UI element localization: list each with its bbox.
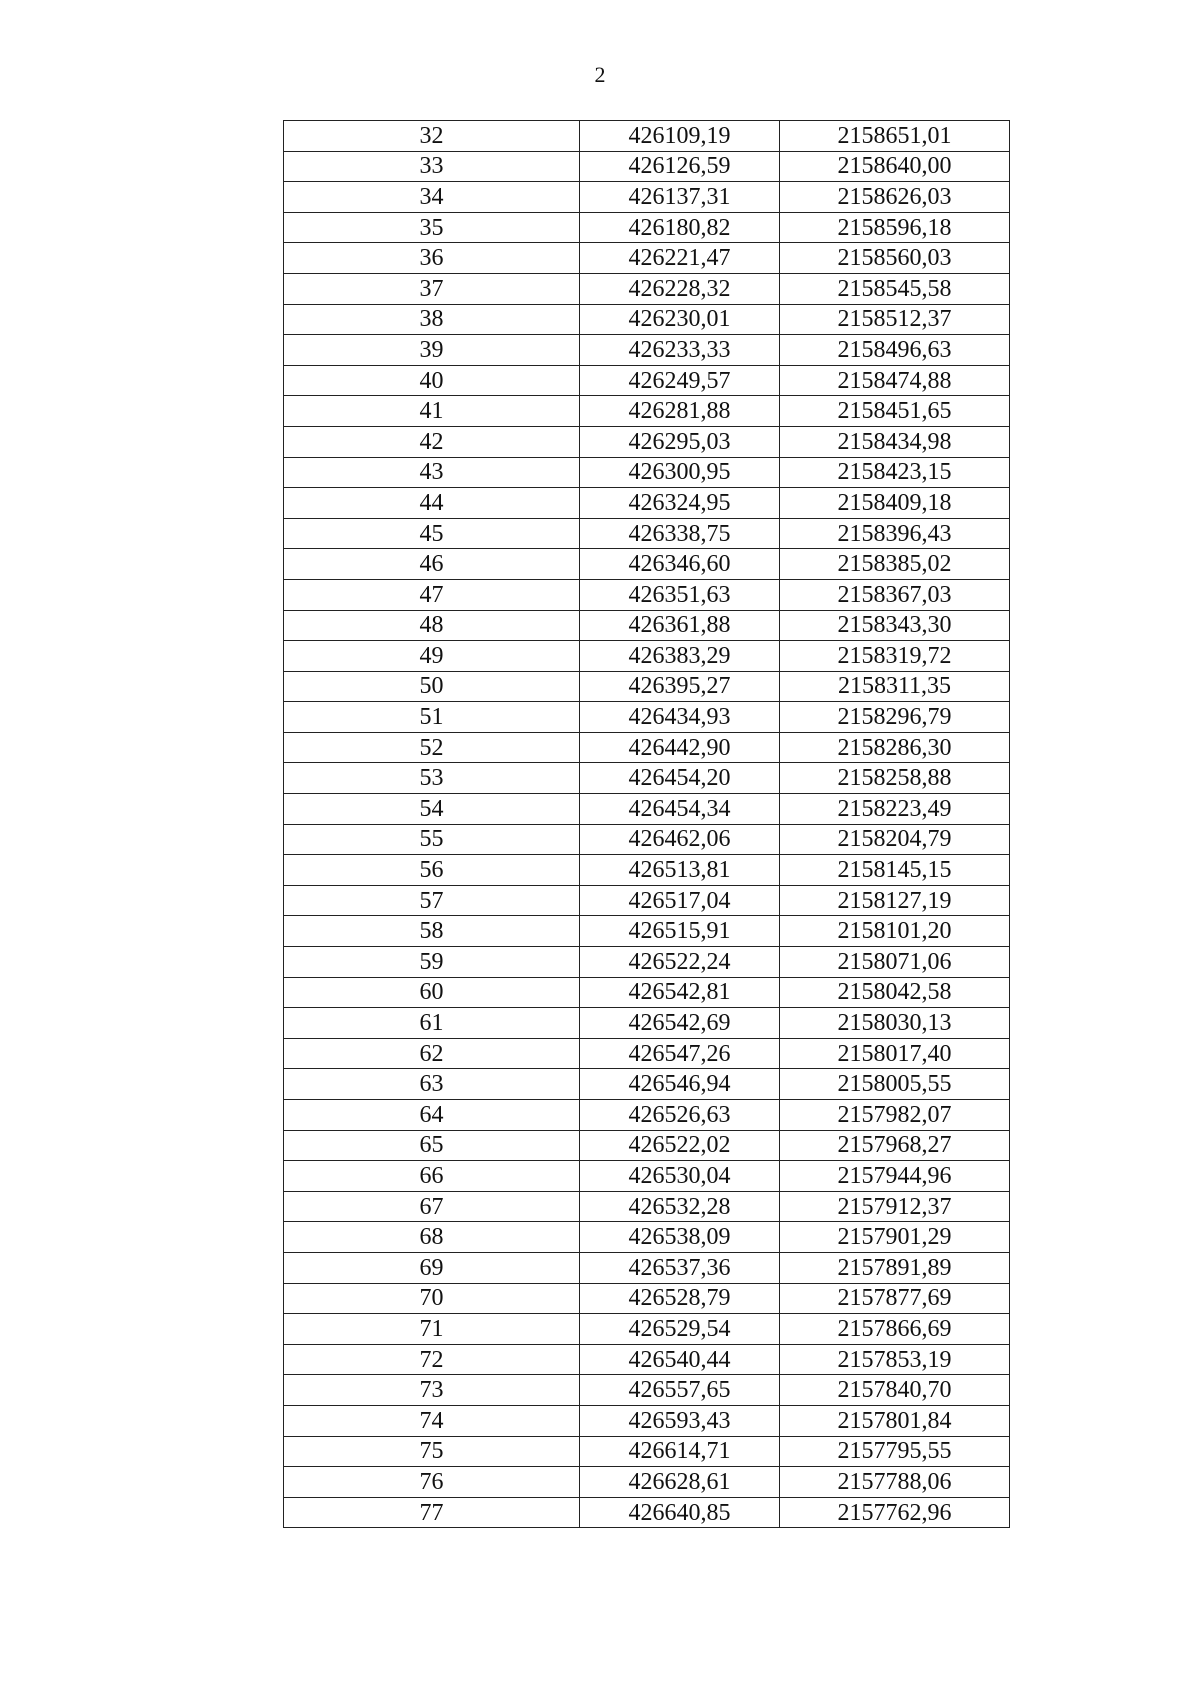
- y-coordinate-cell: 2158560,03: [780, 243, 1010, 274]
- y-coordinate-cell: 2158223,49: [780, 794, 1010, 825]
- table-row: [284, 1161, 1010, 1192]
- x-coordinate-cell: 426346,60: [580, 549, 780, 580]
- table-row: [284, 273, 1010, 304]
- table-row: [284, 977, 1010, 1008]
- y-coordinate-cell: 2158474,88: [780, 365, 1010, 396]
- point-number-cell: 71: [284, 1314, 580, 1345]
- table-row: [284, 855, 1010, 886]
- x-coordinate-cell: 426542,81: [580, 977, 780, 1008]
- point-number-cell: 77: [284, 1497, 580, 1528]
- x-coordinate-cell: 426513,81: [580, 855, 780, 886]
- x-coordinate-cell: 426395,27: [580, 671, 780, 702]
- point-number-cell: 75: [284, 1436, 580, 1467]
- y-coordinate-cell: 2157891,89: [780, 1252, 1010, 1283]
- point-number-cell: 38: [284, 304, 580, 335]
- x-coordinate-cell: 426628,61: [580, 1467, 780, 1498]
- point-number-cell: 64: [284, 1100, 580, 1131]
- x-coordinate-cell: 426180,82: [580, 212, 780, 243]
- y-coordinate-cell: 2157866,69: [780, 1314, 1010, 1345]
- y-coordinate-cell: 2158512,37: [780, 304, 1010, 335]
- table-row: [284, 885, 1010, 916]
- table-row: [284, 121, 1010, 152]
- x-coordinate-cell: 426640,85: [580, 1497, 780, 1528]
- point-number-cell: 66: [284, 1161, 580, 1192]
- table-row: [284, 824, 1010, 855]
- table-row: [284, 151, 1010, 182]
- table-row: [284, 1222, 1010, 1253]
- y-coordinate-cell: 2158127,19: [780, 885, 1010, 916]
- point-number-cell: 32: [284, 121, 580, 152]
- y-coordinate-cell: 2158311,35: [780, 671, 1010, 702]
- y-coordinate-cell: 2157840,70: [780, 1375, 1010, 1406]
- x-coordinate-cell: 426538,09: [580, 1222, 780, 1253]
- table-row: [284, 426, 1010, 457]
- point-number-cell: 53: [284, 763, 580, 794]
- table-row: [284, 1100, 1010, 1131]
- table-row: [284, 1038, 1010, 1069]
- table-row: [284, 549, 1010, 580]
- y-coordinate-cell: 2158409,18: [780, 488, 1010, 519]
- y-coordinate-cell: 2157912,37: [780, 1191, 1010, 1222]
- x-coordinate-cell: 426529,54: [580, 1314, 780, 1345]
- table-row: [284, 1252, 1010, 1283]
- x-coordinate-cell: 426295,03: [580, 426, 780, 457]
- table-row: [284, 1314, 1010, 1345]
- point-number-cell: 61: [284, 1008, 580, 1039]
- point-number-cell: 47: [284, 579, 580, 610]
- point-number-cell: 37: [284, 273, 580, 304]
- point-number-cell: 35: [284, 212, 580, 243]
- y-coordinate-cell: 2158423,15: [780, 457, 1010, 488]
- point-number-cell: 73: [284, 1375, 580, 1406]
- x-coordinate-cell: 426522,24: [580, 947, 780, 978]
- point-number-cell: 55: [284, 824, 580, 855]
- y-coordinate-cell: 2158343,30: [780, 610, 1010, 641]
- y-coordinate-cell: 2158296,79: [780, 702, 1010, 733]
- x-coordinate-cell: 426228,32: [580, 273, 780, 304]
- y-coordinate-cell: 2158319,72: [780, 641, 1010, 672]
- table-row: [284, 763, 1010, 794]
- table-row: [284, 518, 1010, 549]
- table-row: [284, 641, 1010, 672]
- y-coordinate-cell: 2158651,01: [780, 121, 1010, 152]
- x-coordinate-cell: 426528,79: [580, 1283, 780, 1314]
- point-number-cell: 74: [284, 1405, 580, 1436]
- point-number-cell: 76: [284, 1467, 580, 1498]
- y-coordinate-cell: 2158101,20: [780, 916, 1010, 947]
- point-number-cell: 72: [284, 1344, 580, 1375]
- table-row: [284, 916, 1010, 947]
- point-number-cell: 59: [284, 947, 580, 978]
- x-coordinate-cell: 426540,44: [580, 1344, 780, 1375]
- x-coordinate-cell: 426515,91: [580, 916, 780, 947]
- table-row: [284, 1375, 1010, 1406]
- x-coordinate-cell: 426546,94: [580, 1069, 780, 1100]
- x-coordinate-cell: 426338,75: [580, 518, 780, 549]
- point-number-cell: 70: [284, 1283, 580, 1314]
- point-number-cell: 41: [284, 396, 580, 427]
- table-row: [284, 702, 1010, 733]
- point-number-cell: 40: [284, 365, 580, 396]
- x-coordinate-cell: 426522,02: [580, 1130, 780, 1161]
- point-number-cell: 48: [284, 610, 580, 641]
- table-row: [284, 1436, 1010, 1467]
- point-number-cell: 43: [284, 457, 580, 488]
- x-coordinate-cell: 426454,20: [580, 763, 780, 794]
- table-row: [284, 457, 1010, 488]
- point-number-cell: 44: [284, 488, 580, 519]
- y-coordinate-cell: 2158017,40: [780, 1038, 1010, 1069]
- page-number: 2: [594, 62, 606, 87]
- y-coordinate-cell: 2158042,58: [780, 977, 1010, 1008]
- y-coordinate-cell: 2158626,03: [780, 182, 1010, 213]
- x-coordinate-cell: 426137,31: [580, 182, 780, 213]
- point-number-cell: 39: [284, 335, 580, 366]
- table-row: [284, 1069, 1010, 1100]
- table-row: [284, 732, 1010, 763]
- x-coordinate-cell: 426361,88: [580, 610, 780, 641]
- point-number-cell: 49: [284, 641, 580, 672]
- table-row: [284, 1497, 1010, 1528]
- x-coordinate-cell: 426249,57: [580, 365, 780, 396]
- x-coordinate-cell: 426454,34: [580, 794, 780, 825]
- y-coordinate-cell: 2158545,58: [780, 273, 1010, 304]
- coordinates-table-body: [284, 121, 1010, 1528]
- point-number-cell: 33: [284, 151, 580, 182]
- point-number-cell: 45: [284, 518, 580, 549]
- point-number-cell: 63: [284, 1069, 580, 1100]
- x-coordinate-cell: 426109,19: [580, 121, 780, 152]
- y-coordinate-cell: 2158071,06: [780, 947, 1010, 978]
- point-number-cell: 50: [284, 671, 580, 702]
- table-row: [284, 610, 1010, 641]
- table-row: [284, 1008, 1010, 1039]
- y-coordinate-cell: 2158258,88: [780, 763, 1010, 794]
- y-coordinate-cell: 2157877,69: [780, 1283, 1010, 1314]
- table-row: [284, 304, 1010, 335]
- point-number-cell: 60: [284, 977, 580, 1008]
- y-coordinate-cell: 2158434,98: [780, 426, 1010, 457]
- table-row: [284, 1130, 1010, 1161]
- x-coordinate-cell: 426300,95: [580, 457, 780, 488]
- x-coordinate-cell: 426324,95: [580, 488, 780, 519]
- y-coordinate-cell: 2158640,00: [780, 151, 1010, 182]
- table-row: [284, 1191, 1010, 1222]
- point-number-cell: 36: [284, 243, 580, 274]
- x-coordinate-cell: 426126,59: [580, 151, 780, 182]
- y-coordinate-cell: 2158396,43: [780, 518, 1010, 549]
- point-number-cell: 58: [284, 916, 580, 947]
- x-coordinate-cell: 426434,93: [580, 702, 780, 733]
- x-coordinate-cell: 426593,43: [580, 1405, 780, 1436]
- y-coordinate-cell: 2158204,79: [780, 824, 1010, 855]
- point-number-cell: 52: [284, 732, 580, 763]
- y-coordinate-cell: 2158496,63: [780, 335, 1010, 366]
- x-coordinate-cell: 426281,88: [580, 396, 780, 427]
- table-row: [284, 182, 1010, 213]
- point-number-cell: 34: [284, 182, 580, 213]
- y-coordinate-cell: 2157982,07: [780, 1100, 1010, 1131]
- table-row: [284, 671, 1010, 702]
- table-row: [284, 365, 1010, 396]
- table-row: [284, 1283, 1010, 1314]
- x-coordinate-cell: 426557,65: [580, 1375, 780, 1406]
- x-coordinate-cell: 426532,28: [580, 1191, 780, 1222]
- table-row: [284, 947, 1010, 978]
- y-coordinate-cell: 2157968,27: [780, 1130, 1010, 1161]
- x-coordinate-cell: 426383,29: [580, 641, 780, 672]
- table-row: [284, 794, 1010, 825]
- table-row: [284, 1405, 1010, 1436]
- table-row: [284, 335, 1010, 366]
- table-row: [284, 212, 1010, 243]
- x-coordinate-cell: 426547,26: [580, 1038, 780, 1069]
- y-coordinate-cell: 2157795,55: [780, 1436, 1010, 1467]
- point-number-cell: 51: [284, 702, 580, 733]
- x-coordinate-cell: 426230,01: [580, 304, 780, 335]
- x-coordinate-cell: 426537,36: [580, 1252, 780, 1283]
- y-coordinate-cell: 2157788,06: [780, 1467, 1010, 1498]
- y-coordinate-cell: 2157853,19: [780, 1344, 1010, 1375]
- y-coordinate-cell: 2157801,84: [780, 1405, 1010, 1436]
- y-coordinate-cell: 2158286,30: [780, 732, 1010, 763]
- table-row: [284, 396, 1010, 427]
- y-coordinate-cell: 2157901,29: [780, 1222, 1010, 1253]
- point-number-cell: 56: [284, 855, 580, 886]
- y-coordinate-cell: 2158367,03: [780, 579, 1010, 610]
- x-coordinate-cell: 426526,63: [580, 1100, 780, 1131]
- y-coordinate-cell: 2158005,55: [780, 1069, 1010, 1100]
- y-coordinate-cell: 2158385,02: [780, 549, 1010, 580]
- x-coordinate-cell: 426233,33: [580, 335, 780, 366]
- x-coordinate-cell: 426614,71: [580, 1436, 780, 1467]
- point-number-cell: 67: [284, 1191, 580, 1222]
- coordinates-table: [283, 120, 1010, 1528]
- table-row: [284, 1344, 1010, 1375]
- x-coordinate-cell: 426442,90: [580, 732, 780, 763]
- point-number-cell: 68: [284, 1222, 580, 1253]
- y-coordinate-cell: 2158596,18: [780, 212, 1010, 243]
- y-coordinate-cell: 2158145,15: [780, 855, 1010, 886]
- x-coordinate-cell: 426542,69: [580, 1008, 780, 1039]
- point-number-cell: 57: [284, 885, 580, 916]
- point-number-cell: 46: [284, 549, 580, 580]
- point-number-cell: 69: [284, 1252, 580, 1283]
- x-coordinate-cell: 426351,63: [580, 579, 780, 610]
- y-coordinate-cell: 2157762,96: [780, 1497, 1010, 1528]
- point-number-cell: 54: [284, 794, 580, 825]
- y-coordinate-cell: 2158451,65: [780, 396, 1010, 427]
- point-number-cell: 65: [284, 1130, 580, 1161]
- table-row: [284, 579, 1010, 610]
- point-number-cell: 42: [284, 426, 580, 457]
- x-coordinate-cell: 426517,04: [580, 885, 780, 916]
- x-coordinate-cell: 426462,06: [580, 824, 780, 855]
- table-row: [284, 1467, 1010, 1498]
- table-row: [284, 243, 1010, 274]
- x-coordinate-cell: 426530,04: [580, 1161, 780, 1192]
- x-coordinate-cell: 426221,47: [580, 243, 780, 274]
- y-coordinate-cell: 2157944,96: [780, 1161, 1010, 1192]
- table-row: [284, 488, 1010, 519]
- y-coordinate-cell: 2158030,13: [780, 1008, 1010, 1039]
- point-number-cell: 62: [284, 1038, 580, 1069]
